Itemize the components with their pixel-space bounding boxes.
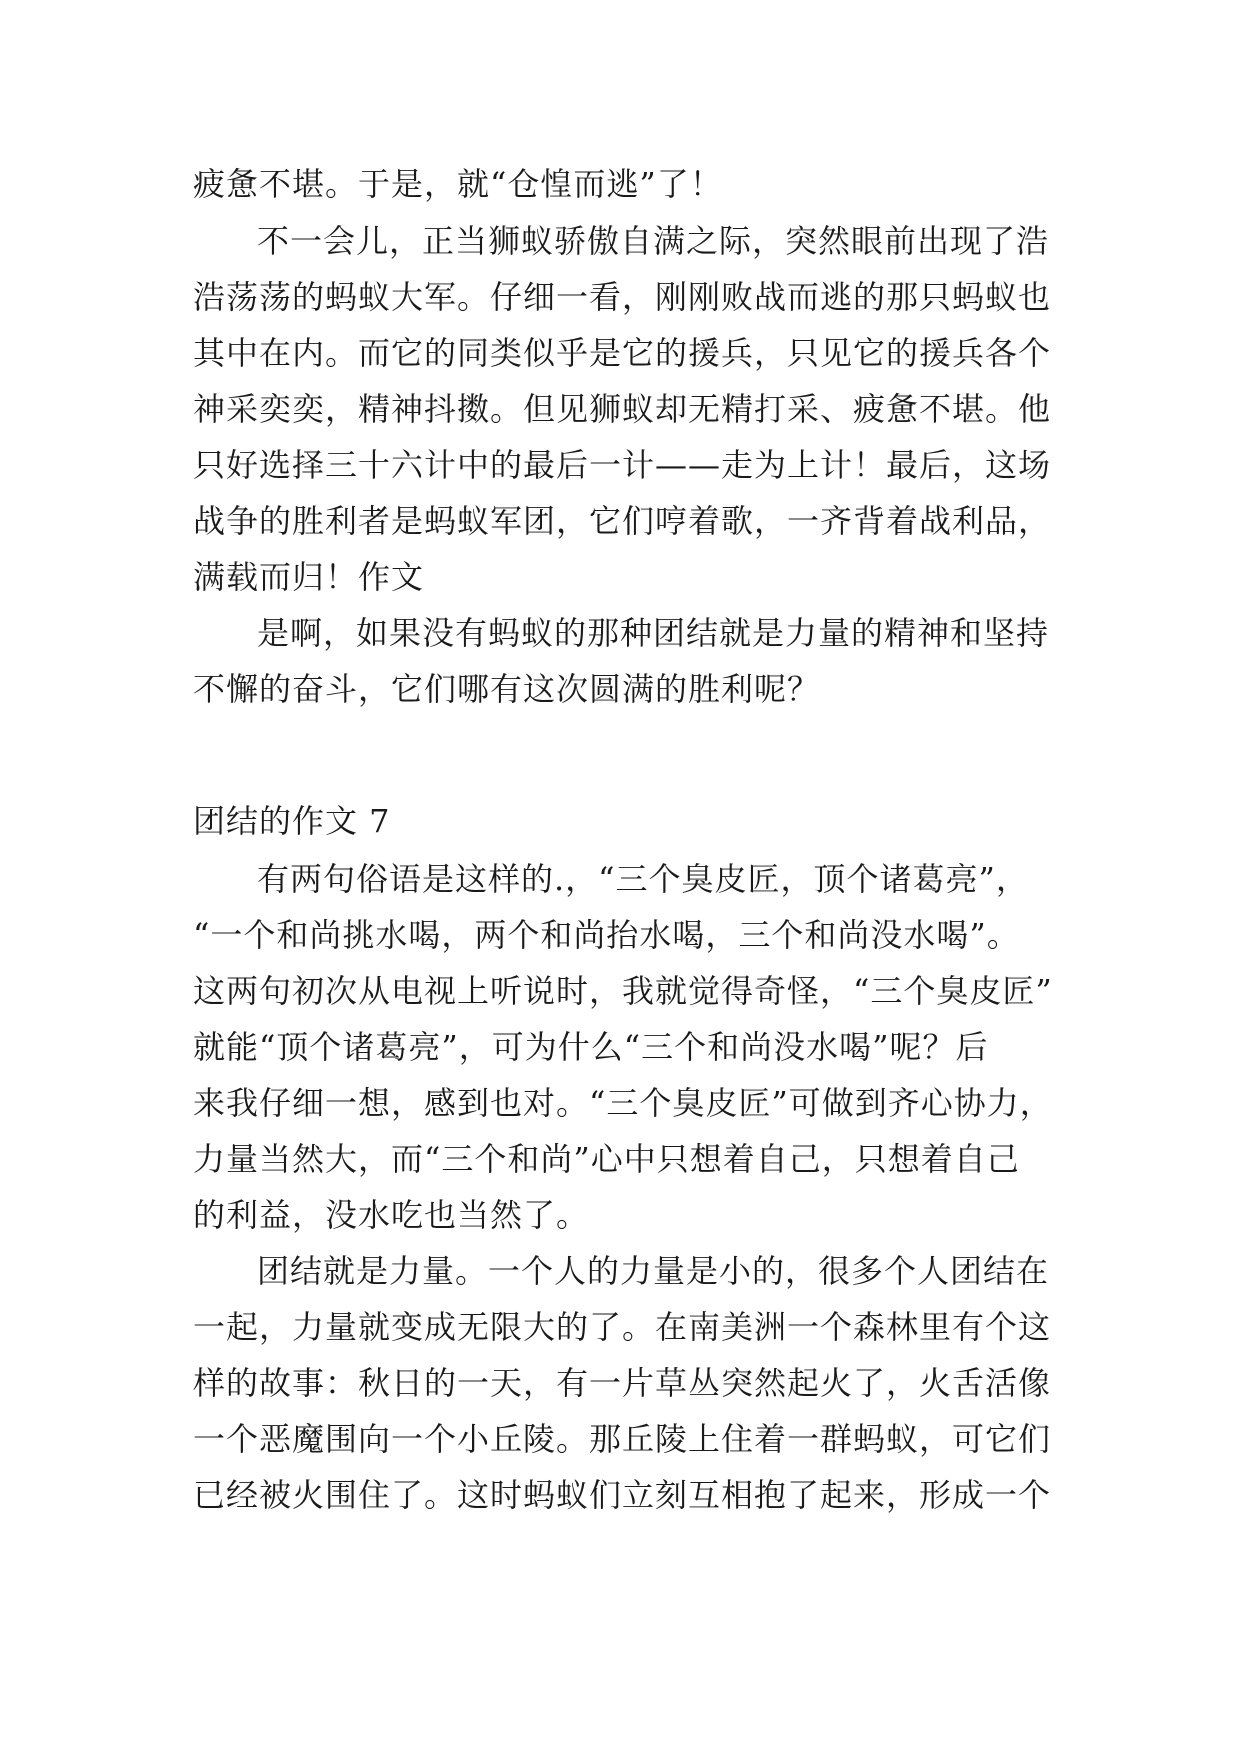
paragraph-first-line: 是啊，如果没有蚂蚁的那种团结就是力量的精神和坚持 — [257, 614, 1050, 652]
text-line: 来我仔细一想，感到也对。“三个臭皮匠”可做到齐心协力， — [193, 1084, 1053, 1122]
text-line: 一个恶魔围向一个小丘陵。那丘陵上住着一群蚂蚁，可它们 — [193, 1420, 1052, 1458]
text-line: 神采奕奕，精神抖擞。但见狮蚁却无精打采、疲惫不堪。他 — [193, 390, 1052, 428]
paragraph-first-line: 有两句俗语是这样的.，“三个臭皮匠，顶个诸葛亮”， — [257, 860, 1029, 898]
text-line: 其中在内。而它的同类似乎是它的援兵，只见它的援兵各个 — [193, 334, 1052, 372]
section-heading: 团结的作文 7 — [193, 802, 391, 840]
text-line: 就能“顶个诸葛亮”，可为什么“三个和尚没水喝”呢？后 — [193, 1028, 989, 1066]
text-line: 样的故事：秋日的一天，有一片草丛突然起火了，火舌活像 — [193, 1364, 1052, 1402]
text-line: 这两句初次从电视上听说时，我就觉得奇怪，“三个臭皮匠” — [193, 972, 1053, 1010]
text-line: 满载而归！作文 — [193, 558, 425, 596]
paragraph-first-line: 不一会儿，正当狮蚁骄傲自满之际，突然眼前出现了浩 — [257, 222, 1050, 260]
text-line: 只好选择三十六计中的最后一计——走为上计！最后，这场 — [193, 446, 1052, 484]
text-line: 力量当然大，而“三个和尚”心中只想着自己，只想着自己 — [193, 1140, 1020, 1178]
text-line: 疲惫不堪。于是，就“仓惶而逃”了！ — [193, 165, 723, 203]
paragraph-first-line: 团结就是力量。一个人的力量是小的，很多个人团结在 — [257, 1252, 1050, 1290]
text-line: 不懈的奋斗，它们哪有这次圆满的胜利呢？ — [193, 670, 821, 708]
text-line: 浩荡荡的蚂蚁大军。仔细一看，刚刚败战而逃的那只蚂蚁也 — [193, 278, 1052, 316]
text-line: 的利益，没水吃也当然了。 — [193, 1196, 590, 1234]
text-line: 已经被火围住了。这时蚂蚁们立刻互相抱了起来，形成一个 — [193, 1476, 1052, 1514]
text-line: “一个和尚挑水喝，两个和尚抬水喝，三个和尚没水喝”。 — [193, 916, 1020, 954]
text-line: 一起，力量就变成无限大的了。在南美洲一个森林里有个这 — [193, 1308, 1052, 1346]
text-line: 战争的胜利者是蚂蚁军团，它们哼着歌，一齐背着战利品， — [193, 502, 1052, 540]
